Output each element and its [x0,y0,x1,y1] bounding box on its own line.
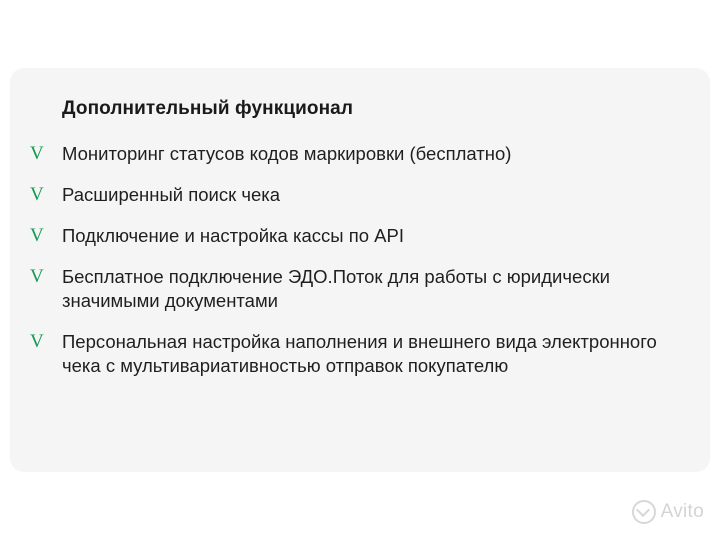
feature-list [30,142,682,378]
list-item [30,330,682,378]
list-item-label: Мониторинг статусов кодов маркировки (бесплатно) [62,143,512,164]
check-icon: V [30,331,44,352]
check-icon: V [30,184,44,205]
avito-check-icon [632,500,656,524]
watermark [632,500,704,524]
check-icon: V [30,225,44,246]
list-item-label: Расширенный поиск чека [62,184,281,205]
list-item [30,224,682,248]
watermark-label: Avito [660,501,704,522]
check-icon: V [30,143,44,164]
list-item-label: Бесплатное подключение ЭДО.Поток для работы с юридически значимыми документами [62,266,610,311]
check-icon: V [30,266,44,287]
features-card [10,68,710,472]
list-item [30,183,682,207]
list-item [30,265,682,313]
list-item [30,142,682,166]
list-item-label: Подключение и настройка кассы по API [62,225,404,246]
list-item-label: Персональная настройка наполнения и внешнего вида электронного чека с мультивариативностью отправок покупателю [62,331,657,376]
page-title: Дополнительный функционал [62,98,353,119]
